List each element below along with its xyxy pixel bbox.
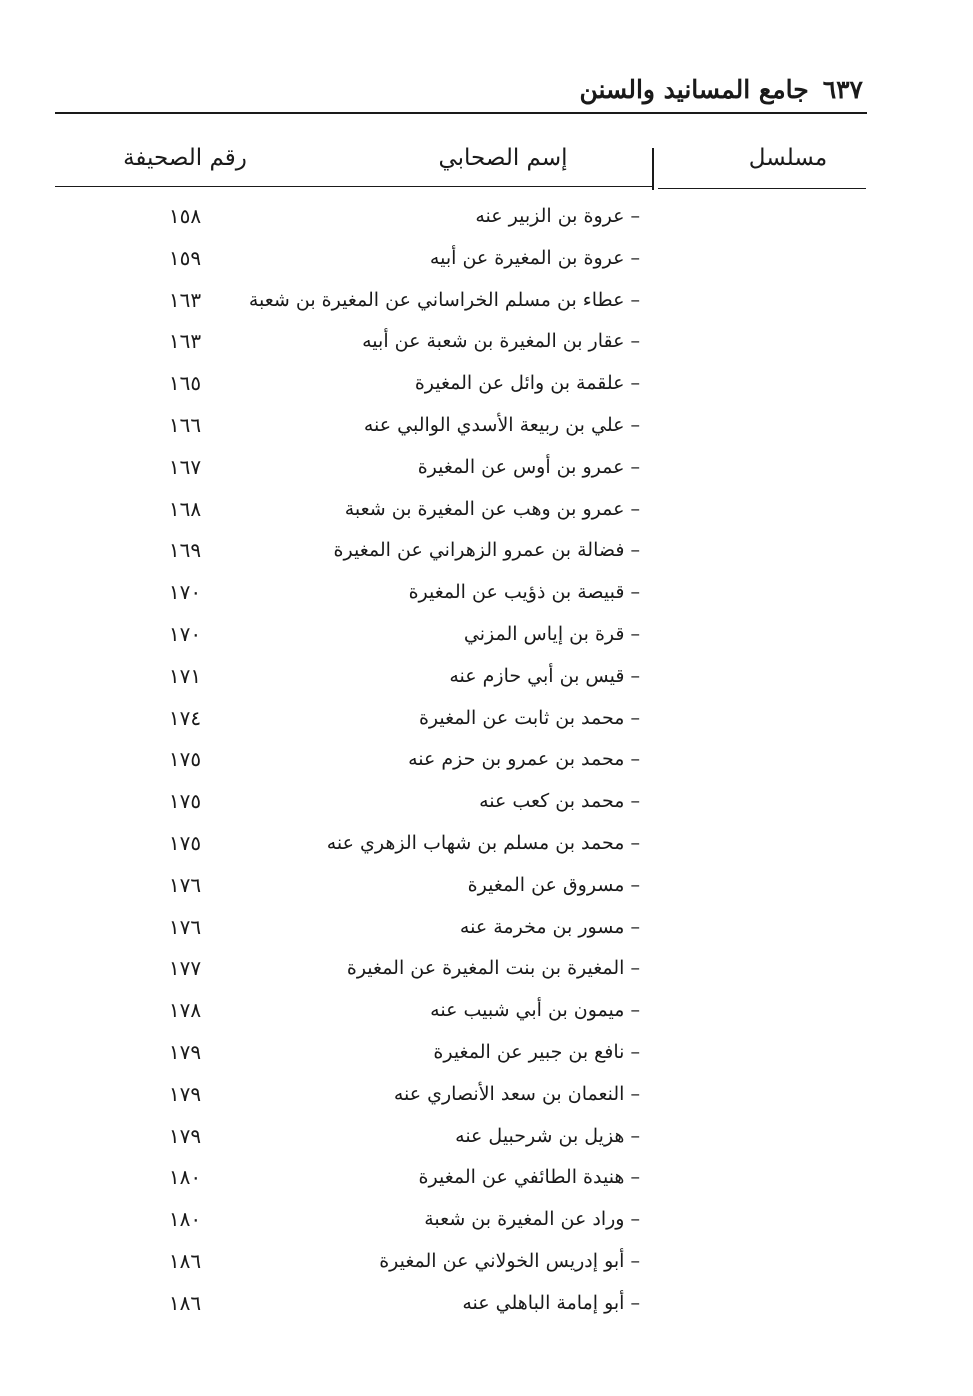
table-row [0, 823, 973, 863]
table-row [0, 1199, 973, 1239]
column-header-name: إسم الصحابي [438, 145, 568, 171]
table-row [0, 1032, 973, 1072]
serial-column-rule [658, 188, 866, 189]
table-row [0, 530, 973, 570]
table-row [0, 781, 973, 821]
table-row [0, 238, 973, 278]
companion-name: – ميمون بن أبي شبيب عنه [430, 999, 640, 1022]
table-row [0, 990, 973, 1030]
page-reference: ١٧٩ [168, 1081, 202, 1106]
companion-name: – هزيل بن شرحبيل عنه [455, 1124, 640, 1147]
companion-name: – محمد بن عمرو بن حزم عنه [408, 748, 640, 771]
page-reference: ١٦٩ [168, 538, 202, 563]
table-row [0, 363, 973, 403]
companion-name: – فضالة بن عمرو الزهراني عن المغيرة [333, 539, 640, 562]
page-reference: ١٨٠ [168, 1207, 202, 1232]
header-rule [55, 112, 867, 114]
companion-name: – قرة بن إياس المزني [463, 623, 640, 645]
page-number: ٦٣٧ [822, 75, 863, 104]
companion-name: – عطاء بن مسلم الخراساني عن المغيرة بن شعبة [248, 288, 640, 311]
table-row [0, 280, 973, 320]
table-row [0, 196, 973, 236]
page-reference: ١٦٣ [168, 287, 202, 312]
page-reference: ١٨٦ [168, 1290, 202, 1315]
companion-name: – محمد بن مسلم بن شهاب الزهري عنه [326, 832, 640, 854]
companion-name: – محمد بن ثابت عن المغيرة [418, 706, 640, 729]
table-row [0, 865, 973, 905]
table-row [0, 614, 973, 654]
page-reference: ١٥٨ [168, 204, 202, 228]
companion-name: – نافع بن جبير عن المغيرة [433, 1041, 640, 1063]
table-row [0, 1283, 973, 1323]
page-reference: ١٧٧ [168, 956, 202, 981]
table-row [0, 1116, 973, 1156]
page-reference: ١٧٩ [168, 1123, 202, 1148]
table-row [0, 405, 973, 445]
table-row [0, 321, 973, 361]
page-reference: ١٧٠ [168, 622, 202, 646]
companion-name: – مسور بن مخرمة عنه [459, 915, 640, 938]
companion-name: – المغيرة بن بنت المغيرة عن المغيرة [346, 957, 640, 980]
column-header-serial: مسلسل [748, 145, 828, 171]
table-row [0, 739, 973, 779]
companion-name: – عقار بن المغيرة بن شعبة عن أبيه [362, 330, 640, 353]
column-header-page: رقم الصحيفة [123, 145, 247, 171]
companion-name: – محمد بن كعب عنه [479, 790, 640, 813]
table-row [0, 907, 973, 947]
companion-name: – عمرو بن أوس عن المغيرة [417, 455, 640, 478]
companion-name: – النعمان بن سعد الأنصاري عنه [393, 1082, 640, 1105]
companion-name: – عمرو بن وهب عن المغيرة بن شعبة [344, 497, 640, 520]
page-reference: ١٦٦ [168, 413, 202, 437]
companion-name: – علقمة بن وائل عن المغيرة [414, 372, 640, 395]
page-reference: ١٦٥ [168, 371, 202, 396]
companion-name: – أبو إمامة الباهلي عنه [462, 1291, 640, 1314]
companion-name: – عروة بن الزبير عنه [475, 205, 640, 227]
page-reference: ١٦٧ [168, 454, 202, 479]
page-reference: ١٨٠ [168, 1165, 202, 1190]
table-header-rule [55, 186, 653, 187]
page-reference: ١٧٨ [168, 998, 202, 1023]
table-row [0, 698, 973, 738]
companion-name: – عروة بن المغيرة عن أبيه [429, 246, 640, 269]
companion-name: – علي بن ربيعة الأسدي الوالبي عنه [363, 414, 640, 436]
book-title: جامع المسانيد والسنن [579, 75, 809, 104]
table-row [0, 489, 973, 529]
page-reference: ١٧٠ [168, 580, 202, 605]
table-row [0, 1241, 973, 1281]
page-reference: ١٦٣ [168, 329, 202, 354]
companion-name: – مسروق عن المغيرة [467, 873, 640, 896]
table-row [0, 1157, 973, 1197]
companion-name: – هنيدة الطائفي عن المغيرة [418, 1166, 640, 1189]
page-reference: ١٧٤ [168, 705, 202, 730]
page-reference: ١٦٨ [168, 496, 202, 521]
companion-name: – أبو إدريس الخولاني عن المغيرة [379, 1250, 640, 1272]
page-reference: ١٧٦ [168, 872, 202, 897]
table-row [0, 1074, 973, 1114]
table-row [0, 656, 973, 696]
table-row [0, 447, 973, 487]
page-reference: ١٨٦ [168, 1249, 202, 1273]
table-row [0, 572, 973, 612]
companion-name: – وراد عن المغيرة بن شعبة [424, 1208, 640, 1231]
table-row [0, 948, 973, 988]
page-reference: ١٧٦ [168, 914, 202, 939]
column-separator [652, 148, 654, 190]
page-reference: ١٧٥ [168, 789, 202, 814]
page-reference: ١٧٥ [168, 831, 202, 855]
page-reference: ١٧٩ [168, 1040, 202, 1064]
companion-name: – قيس بن أبي حازم عنه [449, 664, 640, 687]
running-head [543, 70, 863, 110]
page-reference: ١٥٩ [168, 245, 202, 270]
page-reference: ١٧٥ [168, 747, 202, 772]
companion-name: – قبيصة بن ذؤيب عن المغيرة [408, 581, 640, 604]
page-reference: ١٧١ [168, 663, 202, 688]
